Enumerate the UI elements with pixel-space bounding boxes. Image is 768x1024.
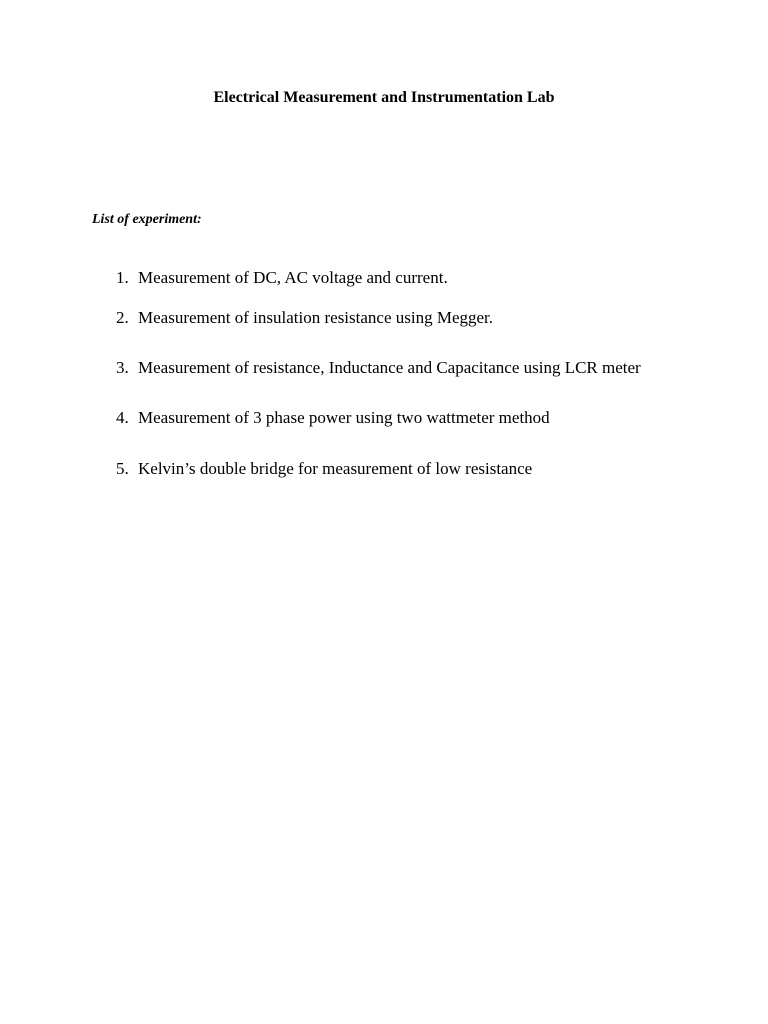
list-item xyxy=(116,267,448,289)
document-title: Electrical Measurement and Instrumentation Lab xyxy=(213,89,555,106)
list-item xyxy=(116,357,641,379)
list-item-text: Measurement of resistance, Inductance and Capacitance using LCR meter xyxy=(138,358,641,377)
list-item-text: Kelvin’s double bridge for measurement of low resistance xyxy=(138,459,533,478)
list-item xyxy=(116,407,550,429)
list-item-number: 4. xyxy=(116,408,129,427)
list-item xyxy=(116,458,532,480)
list-heading: List of experiment: xyxy=(92,212,202,227)
list-item-number: 2. xyxy=(116,308,129,327)
list-item-number: 1. xyxy=(116,268,129,287)
list-item-text: Measurement of 3 phase power using two wattmeter method xyxy=(138,408,550,427)
list-item-number: 5. xyxy=(116,459,129,478)
list-item-text: Measurement of insulation resistance using Megger. xyxy=(138,308,494,327)
list-item xyxy=(116,307,493,329)
list-item-number: 3. xyxy=(116,358,129,377)
list-item-text: Measurement of DC, AC voltage and current. xyxy=(138,268,448,287)
